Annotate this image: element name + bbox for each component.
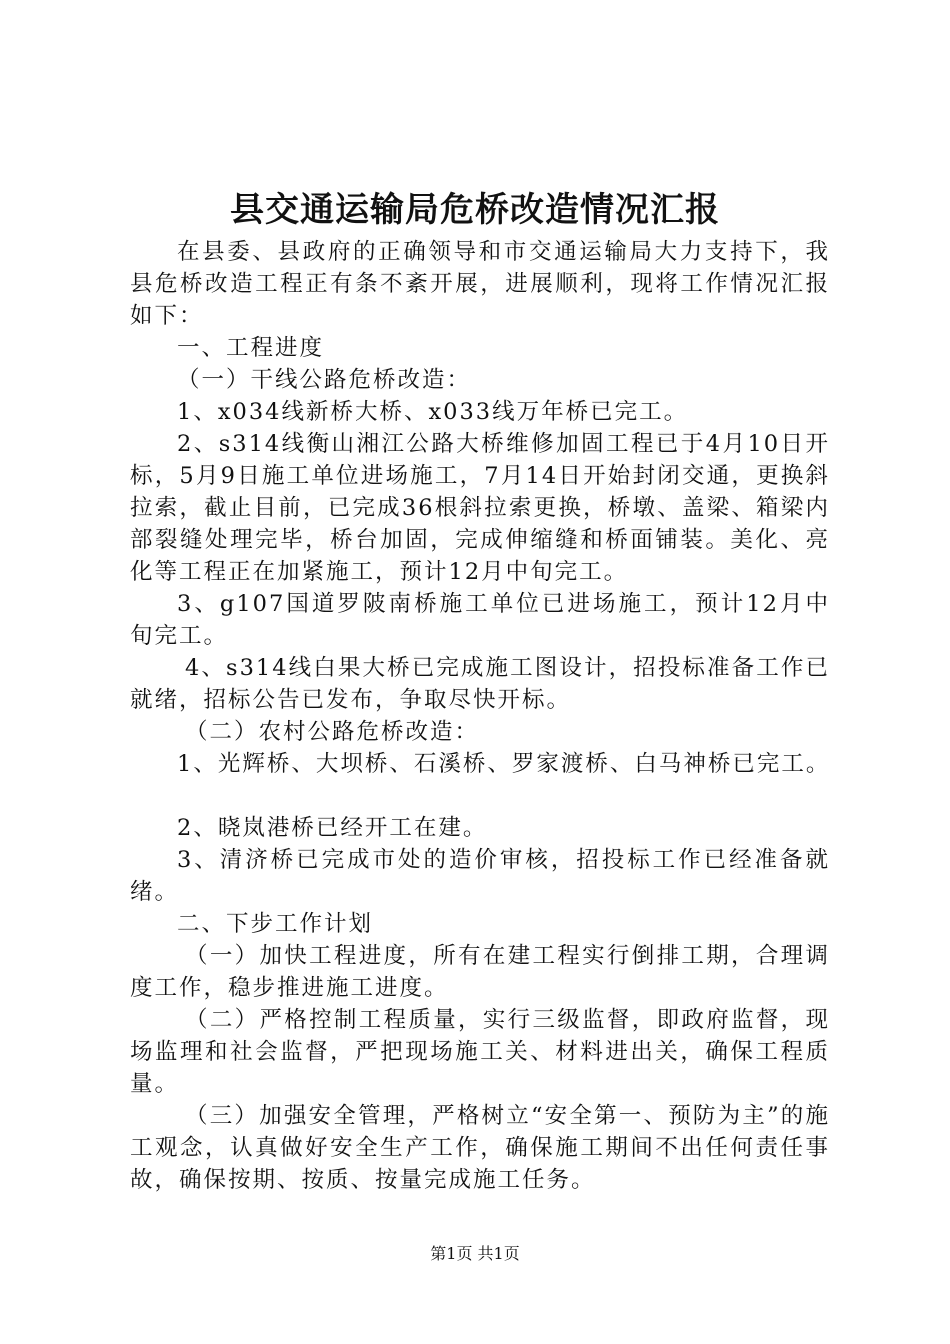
- paragraph-item-trunk-1: 1、x034线新桥大桥、x033线万年桥已完工。: [177, 399, 689, 425]
- document-body: [130, 236, 830, 1196]
- paragraph-plan-1: （一）加快工程进度，所有在建工程实行倒排工期，合理调度工作，稳步推进施工进度。: [130, 943, 830, 1001]
- subsection-heading-trunk-roads: （一）干线公路危桥改造：: [177, 367, 472, 393]
- intro-paragraph: 在县委、县政府的正确领导和市交通运输局大力支持下，我县危桥改造工程正有条不紊开展，进展顺利，现将工作情况汇报如下：: [130, 239, 830, 329]
- paragraph-item-rural-2: 2、晓岚港桥已经开工在建。: [177, 815, 488, 841]
- document-title: 县交通运输局危桥改造情况汇报: [230, 190, 720, 230]
- subsection-heading-rural-roads: （二）农村公路危桥改造：: [185, 719, 480, 745]
- blank-line: [130, 780, 830, 812]
- paragraph-plan-2: （二）严格控制工程质量，实行三级监督，即政府监督，现场监理和社会监督，严把现场施工关、材料进出关，确保工程质量。: [130, 1007, 830, 1097]
- section-heading-progress: 一、工程进度: [177, 335, 325, 361]
- paragraph-plan-3: （三）加强安全管理，严格树立“安全第一、预防为主”的施工观念，认真做好安全生产工作，确保施工期间不出任何责任事故，确保按期、按质、按量完成施工任务。: [130, 1103, 830, 1193]
- section-heading-next-steps: 二、下步工作计划: [177, 911, 374, 937]
- paragraph-item-trunk-2: 2、s314线衡山湘江公路大桥维修加固工程已于4月10日开标，5月9日施工单位进场施工，7月14日开始封闭交通，更换斜拉索，截止目前，已完成36根斜拉索更换，桥墩、盖梁、箱梁内部裂缝处理完毕，桥台加固，完成伸缩缝和桥面铺装。美化、亮化等工程正在加紧施工，预计12月中旬完工。: [130, 431, 830, 585]
- paragraph-item-trunk-3: 3、g107国道罗陂南桥施工单位已进场施工，预计12月中旬完工。: [130, 591, 830, 649]
- paragraph-item-rural-1: 1、光辉桥、大坝桥、石溪桥、罗家渡桥、白马神桥已完工。: [177, 751, 831, 777]
- paragraph-item-trunk-4: 4、s314线白果大桥已完成施工图设计，招投标准备工作已就绪，招标公告已发布，争取尽快开标。: [130, 655, 830, 713]
- page-footer: 第1页 共1页: [430, 1244, 520, 1263]
- paragraph-item-rural-3: 3、清济桥已完成市处的造价审核，招投标工作已经准备就绪。: [130, 847, 830, 905]
